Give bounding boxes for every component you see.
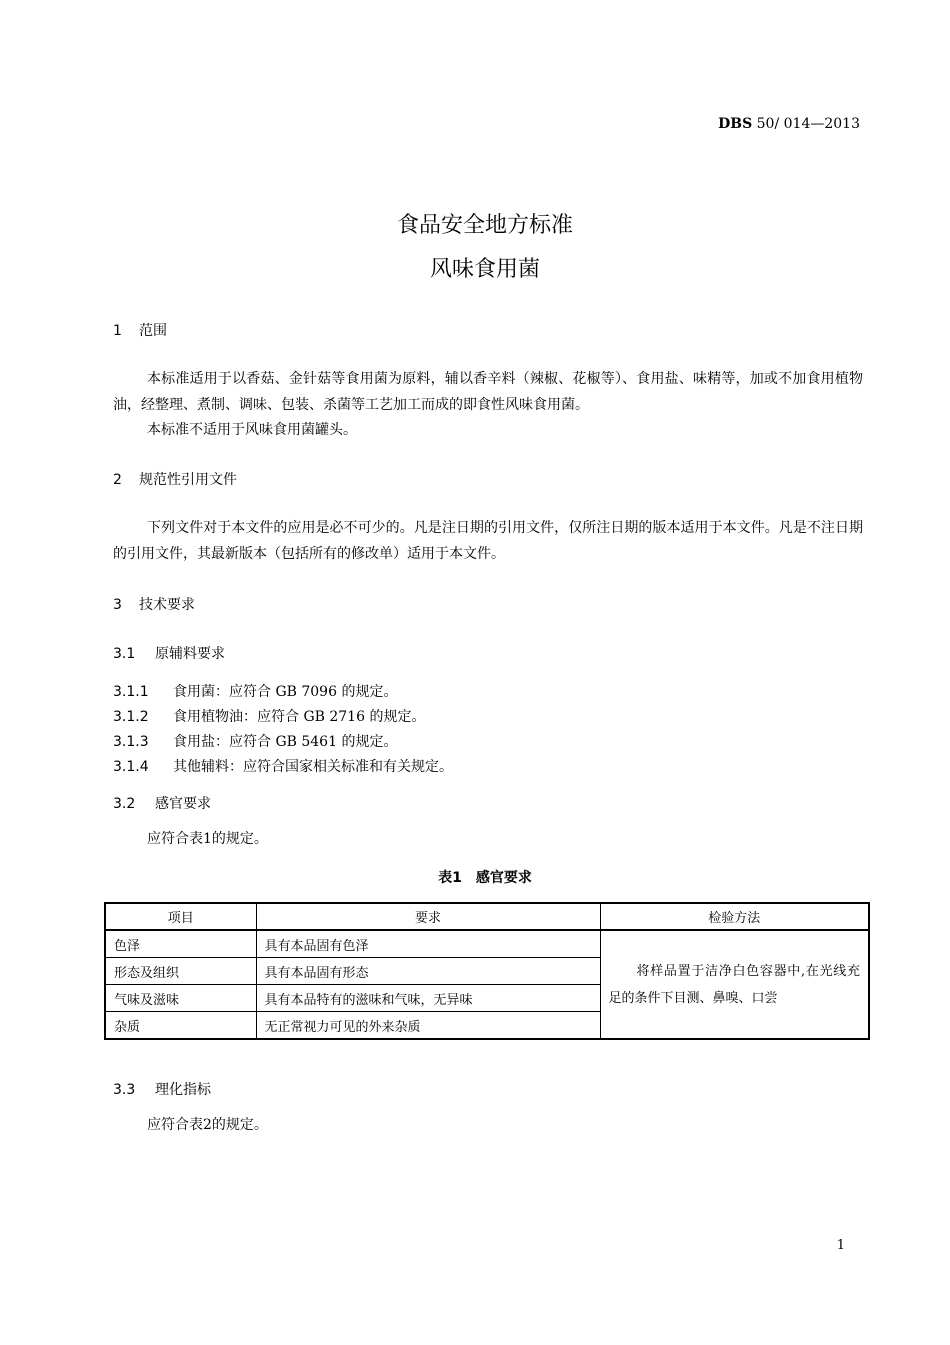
section-2-paragraph: 下列文件对于本文件的应用是必不可少的。凡是注日期的引用文件，仅所注日期的版本适用于本文件。凡是不注日期的引用文件，其最新版本（包括所有的修改单）适用于本文件。: [113, 520, 863, 562]
product-title: 风味食用菌: [429, 257, 540, 282]
section-1-paragraph-2: 本标准不适用于风味食用菌罐头。: [147, 422, 357, 438]
section-3-1-heading: 3.1 原辅料要求: [113, 646, 225, 662]
section-3-3-heading: 3.3 理化指标: [113, 1082, 211, 1098]
row-requirement: 具有本品固有形态: [256, 958, 600, 985]
section-3-2-paragraph: 应符合表1的规定。: [147, 831, 268, 847]
row-requirement: 具有本品特有的滋味和气味，无异味: [256, 985, 600, 1012]
section-3-2-heading: 3.2 感官要求: [113, 796, 211, 812]
document-code: DBS 50/ 014—2013: [718, 116, 860, 132]
row-requirement: 无正常视力可见的外来杂质: [256, 1012, 600, 1040]
clause-3-1-2: 3.1.2 食用植物油：应符合 GB 2716 的规定。: [113, 709, 426, 725]
header-method: 检验方法: [600, 903, 869, 930]
table-header-row: [105, 903, 869, 930]
section-1-paragraph-1: 本标准适用于以香菇、金针菇等食用菌为原料，辅以香辛料（辣椒、花椒等）、食用盐、味精等，加或不加食用植物油，经整理、煮制、调味、包装、杀菌等工艺加工而成的即食性风味食用菌。: [113, 371, 863, 413]
standard-title: 食品安全地方标准: [396, 213, 573, 238]
row-requirement: 具有本品固有色泽: [256, 930, 600, 958]
header-requirement: 要求: [256, 903, 600, 930]
row-item: 形态及组织: [105, 958, 256, 985]
clause-3-1-3: 3.1.3 食用盐：应符合 GB 5461 的规定。: [113, 734, 398, 750]
method-cell: 将样品置于洁净白色容器中,在光线充足的条件下目测、鼻嗅、口尝: [600, 930, 869, 1039]
section-2-heading: 2 规范性引用文件: [113, 472, 237, 488]
header-item: 项目: [105, 903, 256, 930]
sensory-requirements-table: [104, 902, 870, 1040]
section-3-3-paragraph: 应符合表2的规定。: [147, 1117, 268, 1133]
table-row: [105, 930, 869, 958]
section-3-heading: 3 技术要求: [113, 597, 195, 613]
section-1-heading: 1 范围: [113, 323, 167, 339]
row-item: 气味及滋味: [105, 985, 256, 1012]
clause-3-1-4: 3.1.4 其他辅料：应符合国家相关标准和有关规定。: [113, 759, 453, 775]
row-item: 色泽: [105, 930, 256, 958]
page-number: 1: [836, 1238, 845, 1253]
row-item: 杂质: [105, 1012, 256, 1040]
clause-3-1-1: 3.1.1 食用菌：应符合 GB 7096 的规定。: [113, 684, 398, 700]
table-1-caption: 表1 感官要求: [438, 870, 532, 886]
